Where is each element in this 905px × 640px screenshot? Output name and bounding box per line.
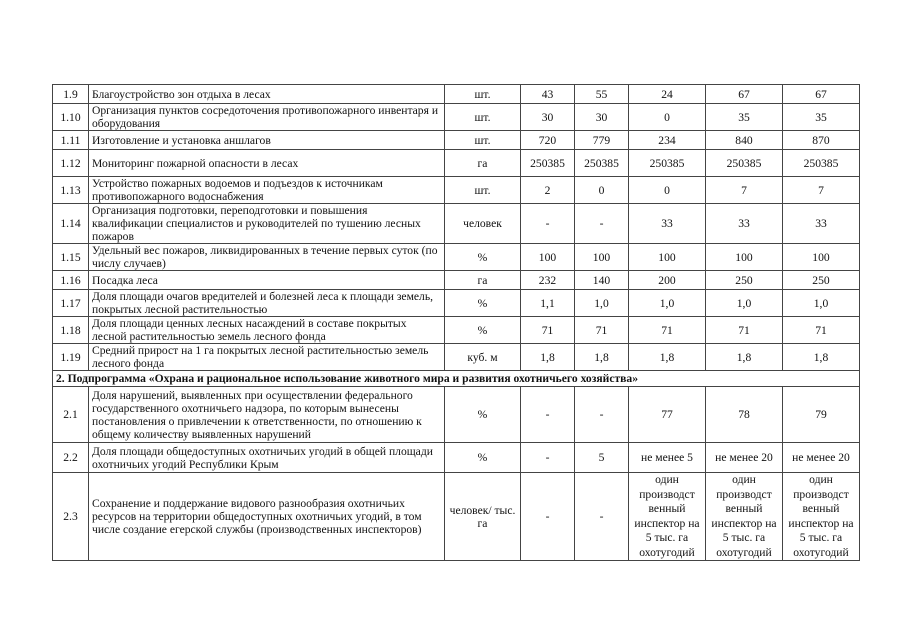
table-row — [53, 204, 860, 244]
value-cell: 250385 — [575, 150, 629, 177]
row-number: 1.18 — [53, 317, 89, 344]
value-cell: 33 — [706, 204, 783, 244]
table-row — [53, 131, 860, 150]
value-cell: - — [521, 387, 575, 443]
row-number: 1.16 — [53, 271, 89, 290]
value-cell: 71 — [521, 317, 575, 344]
unit-cell: % — [445, 387, 521, 443]
value-cell: 1,0 — [783, 290, 860, 317]
unit-cell: шт. — [445, 131, 521, 150]
table-row — [53, 177, 860, 204]
value-cell: 71 — [629, 317, 706, 344]
indicator-name: Доля нарушений, выявленных при осуществлении федерального государственного охотничьего надзора, по которым вынесены постановления о привлечении к ответственности, по отношению к общему количеству выявленных нарушений — [89, 387, 445, 443]
indicator-name: Мониторинг пожарной опасности в лесах — [89, 150, 445, 177]
value-cell: 71 — [575, 317, 629, 344]
value-cell: 100 — [783, 244, 860, 271]
value-cell: не менее 20 — [783, 443, 860, 473]
unit-cell: куб. м — [445, 344, 521, 371]
unit-cell: человек/ тыс. га — [445, 473, 521, 561]
value-cell: 55 — [575, 85, 629, 104]
indicator-name: Сохранение и поддержание видового разнообразия охотничьих ресурсов на территории общедоступных охотничьих угодий, в том числе создание егерской службы (производственных инспекторов) — [89, 473, 445, 561]
value-cell: 1,8 — [629, 344, 706, 371]
value-cell: не менее 20 — [706, 443, 783, 473]
unit-cell: га — [445, 271, 521, 290]
indicator-name: Посадка леса — [89, 271, 445, 290]
unit-cell: человек — [445, 204, 521, 244]
unit-cell: % — [445, 244, 521, 271]
indicator-name: Удельный вес пожаров, ликвидированных в течение первых суток (по числу случаев) — [89, 244, 445, 271]
value-cell: - — [575, 204, 629, 244]
value-cell: 140 — [575, 271, 629, 290]
value-cell: 35 — [783, 104, 860, 131]
row-number: 1.9 — [53, 85, 89, 104]
value-cell: 24 — [629, 85, 706, 104]
value-cell: - — [521, 443, 575, 473]
unit-cell: шт. — [445, 104, 521, 131]
value-cell: 71 — [706, 317, 783, 344]
value-cell: 1,0 — [706, 290, 783, 317]
value-cell: 779 — [575, 131, 629, 150]
value-cell: - — [575, 473, 629, 561]
value-cell: 100 — [629, 244, 706, 271]
indicator-name: Средний прирост на 1 га покрытых лесной растительностью земель лесного фонда — [89, 344, 445, 371]
table-row — [53, 317, 860, 344]
value-cell: 232 — [521, 271, 575, 290]
value-cell: - — [521, 473, 575, 561]
value-cell: 250385 — [629, 150, 706, 177]
value-cell: 200 — [629, 271, 706, 290]
indicator-name: Организация пунктов сосредоточения противопожарного инвентаря и оборудования — [89, 104, 445, 131]
table-row — [53, 387, 860, 443]
unit-cell: % — [445, 290, 521, 317]
row-number: 2.2 — [53, 443, 89, 473]
table-row — [53, 271, 860, 290]
value-cell: 1,8 — [706, 344, 783, 371]
value-cell: 870 — [783, 131, 860, 150]
value-cell: 33 — [629, 204, 706, 244]
value-cell: 5 — [575, 443, 629, 473]
row-number: 2.3 — [53, 473, 89, 561]
value-cell: 78 — [706, 387, 783, 443]
row-number: 1.10 — [53, 104, 89, 131]
value-cell: 100 — [706, 244, 783, 271]
value-cell: 234 — [629, 131, 706, 150]
value-cell: 30 — [521, 104, 575, 131]
value-cell: один производст венный инспектор на 5 тыс. га охотугодий — [629, 473, 706, 561]
unit-cell: шт. — [445, 85, 521, 104]
unit-cell: % — [445, 317, 521, 344]
table-row — [53, 85, 860, 104]
row-number: 1.13 — [53, 177, 89, 204]
indicator-name: Благоустройство зон отдыха в лесах — [89, 85, 445, 104]
value-cell: 250385 — [706, 150, 783, 177]
value-cell: 1,0 — [629, 290, 706, 317]
indicator-name: Доля площади очагов вредителей и болезней леса к площади земель, покрытых лесной растительностью — [89, 290, 445, 317]
table-row — [53, 244, 860, 271]
unit-cell: га — [445, 150, 521, 177]
row-number: 1.19 — [53, 344, 89, 371]
value-cell: 79 — [783, 387, 860, 443]
value-cell: 7 — [706, 177, 783, 204]
row-number: 1.17 — [53, 290, 89, 317]
indicator-name: Доля площади общедоступных охотничьих угодий в общей площади охотничьих угодий Республики Крым — [89, 443, 445, 473]
value-cell: не менее 5 — [629, 443, 706, 473]
value-cell: 67 — [706, 85, 783, 104]
indicator-name: Устройство пожарных водоемов и подъездов к источникам противопожарного водоснабжения — [89, 177, 445, 204]
value-cell: 35 — [706, 104, 783, 131]
row-number: 1.14 — [53, 204, 89, 244]
indicator-name: Доля площади ценных лесных насаждений в составе покрытых лесной растительностью земель лесного фонда — [89, 317, 445, 344]
row-number: 1.11 — [53, 131, 89, 150]
value-cell: 0 — [575, 177, 629, 204]
value-cell: - — [575, 387, 629, 443]
section-row — [53, 371, 860, 387]
value-cell: 1,1 — [521, 290, 575, 317]
value-cell: 1,8 — [783, 344, 860, 371]
table-row — [53, 344, 860, 371]
value-cell: один производст венный инспектор на 5 тыс. га охотугодий — [706, 473, 783, 561]
table-row — [53, 473, 860, 561]
indicator-name: Организация подготовки, переподготовки и повышения квалификации специалистов и руководителей по тушению лесных пожаров — [89, 204, 445, 244]
table-row — [53, 443, 860, 473]
value-cell: 2 — [521, 177, 575, 204]
value-cell: 67 — [783, 85, 860, 104]
value-cell: 250 — [783, 271, 860, 290]
indicator-name: Изготовление и установка аншлагов — [89, 131, 445, 150]
value-cell: 250385 — [521, 150, 575, 177]
value-cell: 33 — [783, 204, 860, 244]
value-cell: - — [521, 204, 575, 244]
value-cell: 100 — [575, 244, 629, 271]
value-cell: 1,0 — [575, 290, 629, 317]
value-cell: 0 — [629, 177, 706, 204]
value-cell: 720 — [521, 131, 575, 150]
value-cell: 1,8 — [575, 344, 629, 371]
section-heading: 2. Подпрограмма «Охрана и рациональное использование животного мира и развития охотничьего хозяйства» — [53, 371, 860, 387]
value-cell: 71 — [783, 317, 860, 344]
value-cell: 250385 — [783, 150, 860, 177]
row-number: 2.1 — [53, 387, 89, 443]
row-number: 1.12 — [53, 150, 89, 177]
value-cell: 840 — [706, 131, 783, 150]
value-cell: 77 — [629, 387, 706, 443]
row-number: 1.15 — [53, 244, 89, 271]
value-cell: один производст венный инспектор на 5 тыс. га охотугодий — [783, 473, 860, 561]
value-cell: 100 — [521, 244, 575, 271]
value-cell: 1,8 — [521, 344, 575, 371]
table-row — [53, 104, 860, 131]
value-cell: 30 — [575, 104, 629, 131]
value-cell: 250 — [706, 271, 783, 290]
unit-cell: шт. — [445, 177, 521, 204]
value-cell: 7 — [783, 177, 860, 204]
unit-cell: % — [445, 443, 521, 473]
value-cell: 0 — [629, 104, 706, 131]
value-cell: 43 — [521, 85, 575, 104]
table-row — [53, 150, 860, 177]
table-row — [53, 290, 860, 317]
indicators-table — [52, 84, 860, 561]
